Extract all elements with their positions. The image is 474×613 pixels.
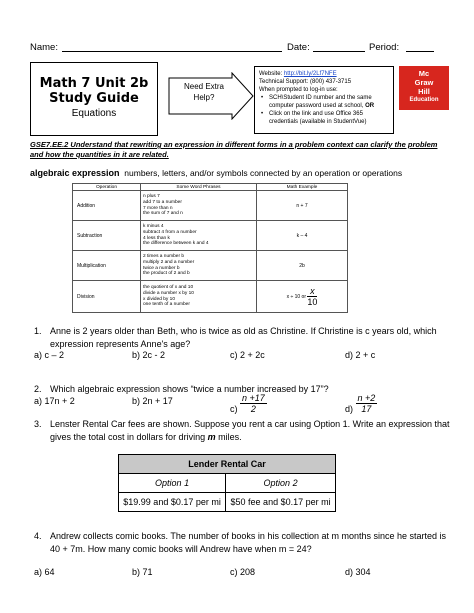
- name-blank[interactable]: [62, 51, 282, 52]
- option-2-header: Option 2: [226, 474, 336, 493]
- standard-text: GSE7.EE.2 Understand that rewriting an expression in different forms in a problem context can clarify the problem and how the quantities in it are related.: [30, 140, 438, 159]
- question-number: 4.: [34, 531, 42, 541]
- option-2-value: $50 fee and $0.17 per mi: [226, 493, 336, 512]
- q4-choice-a[interactable]: a) 64: [34, 567, 55, 577]
- login-prompt: When prompted to log-in use:: [259, 87, 338, 93]
- question-number: 2.: [34, 384, 42, 394]
- q4-choice-c[interactable]: c) 208: [230, 567, 256, 577]
- header-phrases: Some Word Phrases: [141, 184, 257, 191]
- op-name: Subtraction: [73, 221, 141, 251]
- title-line2: Study Guide: [49, 91, 139, 106]
- q4-choice-d[interactable]: d) 304: [345, 567, 371, 577]
- q1-choice-d[interactable]: d) 2 + c: [345, 350, 376, 360]
- mcgraw-hill-logo: Mc Graw Hill Education: [399, 66, 449, 110]
- bullet-office365: • Click on the link and use Office 365 credentials (available in StudentVue): [259, 110, 389, 126]
- date-blank[interactable]: [313, 51, 365, 52]
- title-line3: Equations: [71, 108, 117, 119]
- rental-car-table: [118, 454, 336, 512]
- header-example: Math Example: [257, 184, 348, 191]
- help-line2: Help?: [193, 93, 215, 102]
- op-name: Multiplication: [73, 251, 141, 281]
- question-text: Lenster Rental Car fees are shown. Suppose you rent a car using Option 1. Write an expression that gives the total cost in dollars for driving m miles.: [50, 419, 450, 442]
- table-row: [73, 191, 348, 221]
- need-help-arrow: [168, 72, 254, 120]
- table-row: [73, 221, 348, 251]
- phrases-cell: 2 times a number b multiply 2 and a number twice a number b the product of 2 and b: [141, 251, 257, 281]
- division-fraction: $\frac{x}{10}$: [307, 286, 318, 307]
- table-row: [73, 251, 348, 281]
- website-link[interactable]: http://bit.ly/2Lf7NFE: [283, 71, 337, 77]
- option-1-value: $19.99 and $0.17 per mi: [119, 493, 226, 512]
- support-text: Technical Support: (800) 437-3715: [259, 79, 352, 85]
- phrases-cell: n plus 7 add 7 to a number 7 more than n the sum of 7 and n: [141, 191, 257, 221]
- q2-choice-c[interactable]: c) $\frac{n +17}{2}$: [230, 393, 265, 414]
- period-label: Period:: [369, 42, 400, 53]
- fraction-n-plus-2-over-17: $\frac{n +2}{17}$: [357, 393, 376, 414]
- algebraic-term: algebraic expression: [30, 168, 120, 178]
- q2-choice-b[interactable]: b) 2n + 17: [132, 396, 173, 406]
- q2-choice-a[interactable]: a) 17n + 2: [34, 396, 75, 406]
- rental-title: Lender Rental Car: [119, 455, 336, 474]
- algebraic-definition: [30, 168, 402, 178]
- question-number: 3.: [34, 419, 42, 429]
- website-label: Website:: [259, 71, 283, 77]
- phrases-cell: k minus 4 subtract 4 from a number 4 less than k the difference between k and 4: [141, 221, 257, 251]
- q1-choice-a[interactable]: a) c – 2: [34, 350, 65, 360]
- name-label: Name:: [30, 42, 58, 53]
- example-cell: k – 4: [257, 221, 348, 251]
- q2-choice-d[interactable]: d) $\frac{n +2}{17}$: [345, 393, 376, 414]
- bullet-sch: • SCH\Student ID number and the same computer password used at school, OR: [259, 94, 389, 110]
- op-name: Division: [73, 281, 141, 313]
- operations-table: [72, 183, 348, 313]
- algebraic-def: numbers, letters, and/or symbols connected by an operation or operations: [124, 168, 403, 178]
- table-header-row: [73, 184, 348, 191]
- division-prefix: x ÷ 10 or: [286, 293, 306, 300]
- title-box: [30, 62, 158, 136]
- q4-choice-b[interactable]: b) 71: [132, 567, 153, 577]
- example-cell: 2b: [257, 251, 348, 281]
- login-info-box: [254, 66, 394, 134]
- table-row: [73, 281, 348, 313]
- question-text: Which algebraic expression shows “twice a number increased by 17”?: [50, 384, 329, 394]
- date-label: Date:: [287, 42, 310, 53]
- period-blank[interactable]: [406, 51, 434, 52]
- op-name: Addition: [73, 191, 141, 221]
- example-cell: [257, 281, 348, 313]
- example-cell: n + 7: [257, 191, 348, 221]
- question-number: 1.: [34, 326, 42, 336]
- q1-choice-c[interactable]: c) 2 + 2c: [230, 350, 265, 360]
- question-text: Anne is 2 years older than Beth, who is twice as old as Christine. If Christine is c years old, which expression represents Anne's age?: [50, 326, 437, 349]
- q1-choice-b[interactable]: b) 2c - 2: [132, 350, 166, 360]
- header-operation: Operation: [73, 184, 141, 191]
- help-line1: Need Extra: [183, 82, 225, 91]
- fraction-n-plus-17-over-2: $\frac{n +17}{2}$: [242, 393, 265, 414]
- option-1-header: Option 1: [119, 474, 226, 493]
- phrases-cell: the quotient of x and 10 divide a number x by 10 x divided by 10 one tenth of a number: [141, 281, 257, 313]
- question-text: Andrew collects comic books. The number of books in his collection at m months since he started is 40 + 7m. How many comic books will Andrew have when m = 24?: [50, 531, 447, 554]
- question-4: [30, 530, 470, 558]
- question-3: [30, 418, 470, 446]
- title-line1: Math 7 Unit 2b: [39, 76, 149, 91]
